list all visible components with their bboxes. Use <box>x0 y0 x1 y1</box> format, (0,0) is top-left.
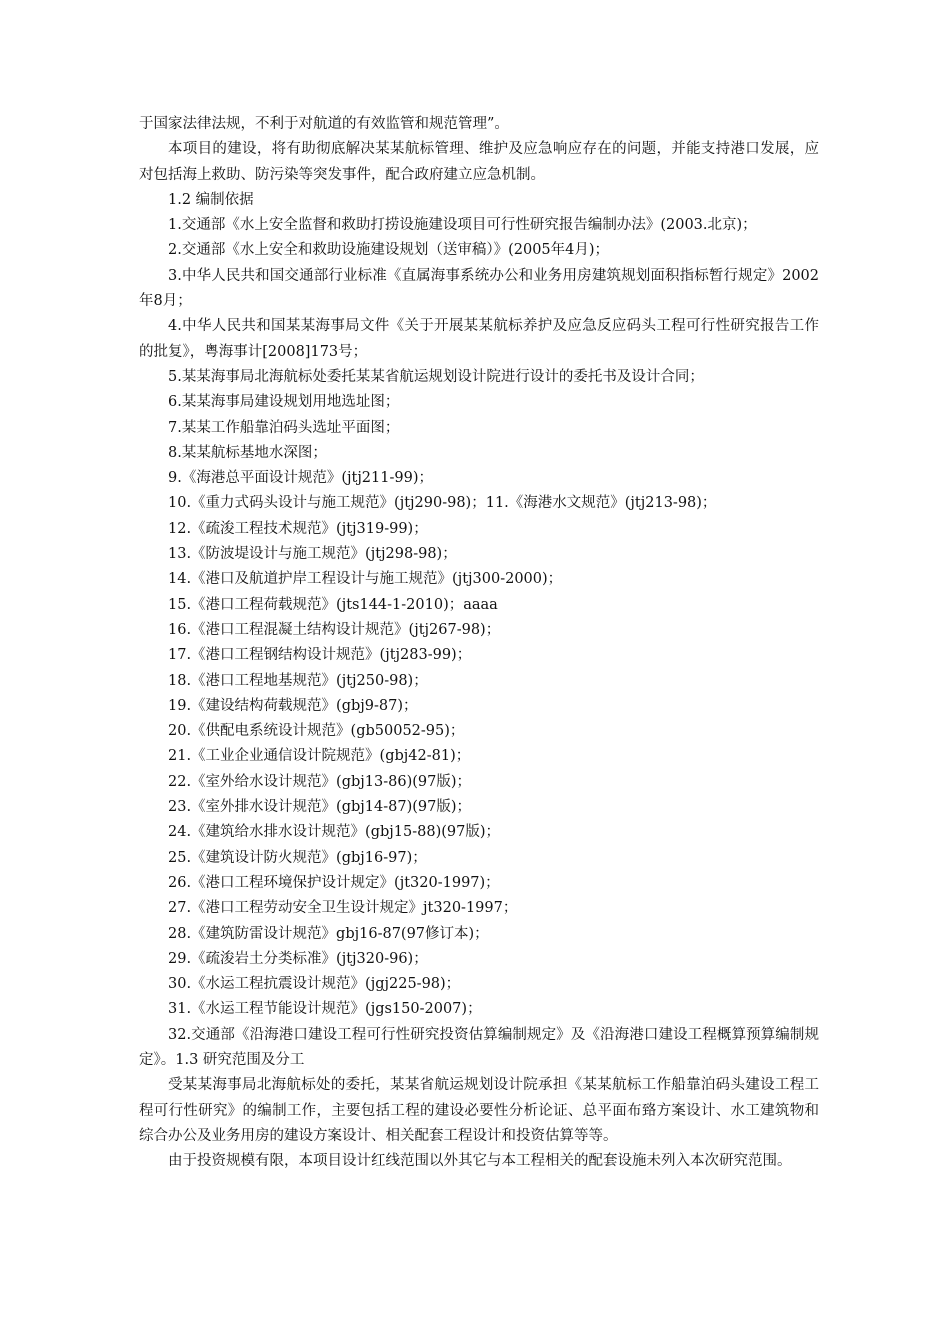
reference-item-12: 12.《疏浚工程技术规范》(jtj319-99)； <box>168 520 428 537</box>
reference-item-30: 30.《水运工程抗震设计规范》(jgj225-98)； <box>168 976 461 993</box>
reference-item-2: 2.交通部《水上安全和救助设施建设规划（送审稿）》(2005年4月)； <box>168 242 610 259</box>
reference-item-8: 8.某某航标基地水深图； <box>168 444 327 461</box>
reference-item-22: 22.《室外给水设计规范》(gbj13-86)(97版)； <box>168 773 471 790</box>
reference-item-29: 29.《疏浚岩土分类标准》(jtj320-96)； <box>168 950 428 967</box>
reference-item-4: 4.中华人民共和国某某海事局文件《关于开展某某航标养护及应急反应码头工程可行性研究报告工作的批复》，粤海事计[2008]173号； <box>139 318 819 360</box>
reference-item-18: 18.《港口工程地基规范》(jtj250-98)； <box>168 672 428 689</box>
document-page <box>139 112 819 1174</box>
reference-item-20: 20.《供配电系统设计规范》(gb50052-95)； <box>168 723 465 740</box>
reference-item-1: 1.交通部《水上安全监督和救助打捞设施建设项目可行性研究报告编制办法》(2003.北京)； <box>168 217 757 234</box>
reference-item-6: 6.某某海事局建设规划用地选址图； <box>168 394 400 411</box>
reference-item-28: 28.《建筑防雷设计规范》gbj16-87(97修订本)； <box>168 925 489 942</box>
section-heading-1-2: 1.2 编制依据 <box>168 191 254 208</box>
reference-item-13: 13.《防波堤设计与施工规范》(jtj298-98)； <box>168 546 457 563</box>
reference-item-7: 7.某某工作船靠泊码头选址平面图； <box>168 419 400 436</box>
reference-item-5: 5.某某海事局北海航标处委托某某省航运规划设计院进行设计的委托书及设计合同； <box>168 368 704 385</box>
paragraph-project-purpose: 本项目的建设，将有助彻底解决某某航标管理、维护及应急响应存在的问题，并能支持港口发展，应对包括海上救助、防污染等突发事件，配合政府建立应急机制。 <box>139 141 819 183</box>
reference-item-19: 19.《建设结构荷载规范》(gbj9-87)； <box>168 697 418 714</box>
reference-item-27: 27.《港口工程劳动安全卫生设计规定》jt320-1997； <box>168 900 518 917</box>
reference-item-25: 25.《建筑设计防火规范》(gbj16-97)； <box>168 849 427 866</box>
reference-item-17: 17.《港口工程钢结构设计规范》(jtj283-99)； <box>168 647 472 664</box>
reference-item-32: 32.交通部《沿海港口建设工程可行性研究投资估算编制规定》及《沿海港口建设工程概算预算编制规定》。1.3 研究范围及分工 <box>139 1026 819 1068</box>
reference-item-15: 15.《港口工程荷载规范》(jts144-1-2010)；aaaa <box>168 596 498 613</box>
reference-item-16: 16.《港口工程混凝土结构设计规范》(jtj267-98)； <box>168 621 501 638</box>
paragraph-continuation: 于国家法律法规，不利于对航道的有效监管和规范管理”。 <box>139 116 509 132</box>
reference-item-23: 23.《室外排水设计规范》(gbj14-87)(97版)； <box>168 799 471 816</box>
reference-item-24: 24.《建筑给水排水设计规范》(gbj15-88)(97版)； <box>168 824 500 841</box>
reference-item-21: 21.《工业企业通信设计院规范》(gbj42-81)； <box>168 748 471 765</box>
paragraph-investment-limit: 由于投资规模有限，本项目设计红线范围以外其它与本工程相关的配套设施未列入本次研究范围。 <box>168 1153 792 1170</box>
reference-item-9: 9.《海港总平面设计规范》(jtj211-99)； <box>168 470 433 487</box>
reference-item-10-11: 10.《重力式码头设计与施工规范》(jtj290-98)；11.《海港水文规范》(jtj213-98)； <box>168 495 717 512</box>
reference-item-31: 31.《水运工程节能设计规范》(jgs150-2007)； <box>168 1001 482 1018</box>
reference-item-3: 3.中华人民共和国交通部行业标准《直属海事系统办公和业务用房建筑规划面积指标暂行规定》2002年8月； <box>139 267 819 310</box>
reference-item-14: 14.《港口及航道护岸工程设计与施工规范》(jtj300-2000)； <box>168 571 563 588</box>
reference-item-26: 26.《港口工程环境保护设计规定》(jt320-1997)； <box>168 874 500 891</box>
paragraph-scope: 受某某海事局北海航标处的委托，某某省航运规划设计院承担《某某航标工作船靠泊码头建设工程工程可行性研究》的编制工作，主要包括工程的建设必要性分析论证、总平面布臵方案设计、水工建筑物和综合办公及业务用房的建设方案设计、相关配套工程设计和投资估算等等。 <box>139 1077 819 1144</box>
